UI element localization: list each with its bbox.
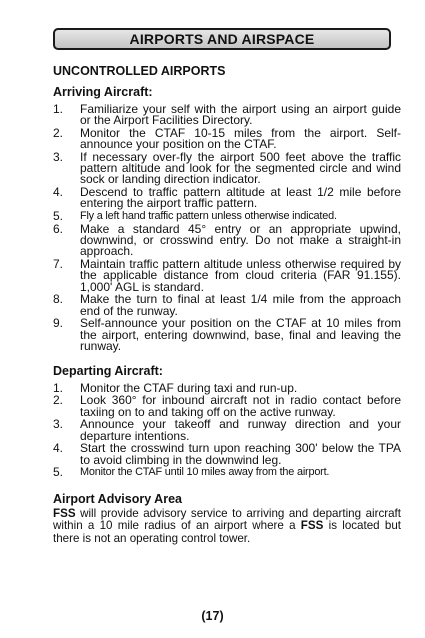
item-number: 1. <box>53 102 64 116</box>
item-text: Fly a left hand traffic pattern unless otherwise indicated. <box>80 210 337 223</box>
item-number: 3. <box>53 417 64 432</box>
list-item <box>53 318 401 352</box>
item-number: 9. <box>53 316 64 331</box>
departing-title: Departing Aircraft: <box>53 363 163 378</box>
item-text: If necessary over-fly the airport 500 feet above the traffic pattern altitude and look for the segmented circle and wind sock or landing direction indicator. <box>80 150 401 187</box>
advisory-text: is located but there is not an operating control tower. <box>53 519 401 545</box>
fss-abbrev: FSS <box>53 507 76 521</box>
item-number: 1. <box>53 380 64 395</box>
list-item <box>53 187 401 209</box>
advisory-title: Airport Advisory Area <box>53 492 182 507</box>
item-number: 7. <box>53 257 64 272</box>
item-text: Make a standard 45° entry or an appropriate upwind, downwind, or crosswind entry. Do not make a straight-in approach. <box>80 222 401 259</box>
list-item <box>53 104 401 126</box>
item-text: Start the crosswind turn upon reaching 300' below the TPA to avoid climbing in the downwind leg. <box>80 441 401 467</box>
list-item <box>53 211 401 222</box>
arriving-list <box>53 104 401 352</box>
list-item <box>53 294 401 316</box>
item-text: Monitor the CTAF until 10 miles away from the airport. <box>80 466 330 479</box>
list-item <box>53 419 401 441</box>
item-number: 2. <box>53 393 64 408</box>
item-text: Make the turn to final at least 1/4 mile from the approach end of the runway. <box>80 292 401 318</box>
list-item <box>53 443 401 465</box>
item-text: Monitor the CTAF 10-15 miles from the airport. Self-announce your position on the CTAF. <box>80 126 401 152</box>
departing-list <box>53 380 401 480</box>
list-item <box>53 259 401 293</box>
item-number: 2. <box>53 126 64 140</box>
item-text: Look 360° for inbound aircraft not in radio contact before taxiing on to and taking off on the active runway. <box>80 393 401 419</box>
item-text: Familiarize your self with the airport using an airport guide or the Airport Facilities Directory. <box>80 102 401 128</box>
item-text: Announce your takeoff and runway direction and your departure intentions. <box>80 417 401 443</box>
section-title: UNCONTROLLED AIRPORTS <box>53 64 226 78</box>
chapter-banner <box>53 28 391 50</box>
item-number: 6. <box>53 222 64 236</box>
item-number: 5. <box>53 209 64 224</box>
list-item <box>53 152 401 186</box>
page-number: (17) <box>201 609 224 623</box>
item-number: 5. <box>53 465 64 480</box>
item-number: 8. <box>53 292 64 307</box>
item-number: 4. <box>53 441 64 456</box>
arriving-title: Arriving Aircraft: <box>53 85 153 99</box>
list-item <box>53 467 401 478</box>
item-number: 3. <box>53 150 64 164</box>
advisory-text: will provide advisory service to arriving and departing aircraft within a 10 mile radius of an airport where a <box>53 507 401 533</box>
item-text: Descend to traffic pattern altitude at least 1/2 mile before entering the airport traffic pattern. <box>80 185 401 211</box>
item-text: Monitor the CTAF during taxi and run-up. <box>80 380 298 395</box>
item-text: Maintain traffic pattern altitude unless otherwise required by the applicable distance from cloud criteria (FAR 91.155). 1,000' AGL is standard. <box>80 257 401 294</box>
list-item <box>53 128 401 150</box>
list-item <box>53 224 401 258</box>
fss-abbrev: FSS <box>300 519 324 533</box>
item-text: Self-announce your position on the CTAF at 10 miles from the airport, entering downwind, base, final and leaving the runway. <box>80 316 401 353</box>
list-item <box>53 395 401 417</box>
chapter-title: AIRPORTS AND AIRSPACE <box>129 31 315 47</box>
page-content <box>53 64 401 545</box>
list-item <box>53 380 401 395</box>
item-number: 4. <box>53 185 64 200</box>
advisory-paragraph <box>53 508 401 545</box>
